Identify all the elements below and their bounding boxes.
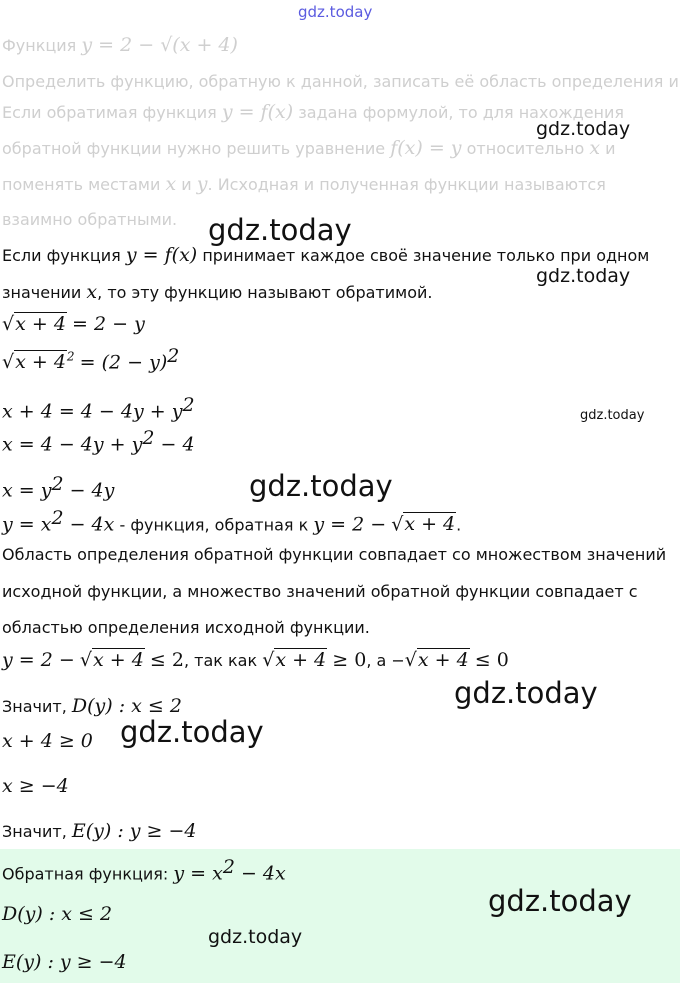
- watermark: gdz.today: [488, 884, 632, 918]
- domain-text-1: Область определения обратной функции совпадает со множеством значений: [2, 545, 667, 564]
- watermark: gdz.today: [580, 408, 645, 423]
- rule1-text-b: задана формулой, то для нахождения: [298, 103, 625, 122]
- range-result: [2, 820, 197, 843]
- step-6: $y = x^2 - 4x$ - функция, обратная к y = 2 − √x + 4.: [2, 507, 462, 536]
- watermark: gdz.today: [208, 926, 303, 948]
- domain-text-2: исходной функции, а множество значений обратной функции совпадает с: [2, 582, 638, 601]
- task-formula: y = 2 − √(x + 4): [81, 34, 238, 56]
- answer-domain: [2, 903, 112, 926]
- sqrt-radicand: x + 4: [404, 513, 456, 536]
- exponent: 2: [51, 473, 64, 495]
- ineq-le2: ≤ 2: [149, 649, 184, 671]
- ineq-a: , а −: [366, 651, 405, 670]
- exponent: 2: [182, 394, 195, 416]
- znachit-label: Значит,: [2, 822, 67, 841]
- step4-formula-a: x = 4 − 4y + y: [2, 433, 143, 456]
- domain-text-3: областью определения исходной функции.: [2, 618, 370, 637]
- rule1-formula: y = f(x): [221, 101, 294, 123]
- definition-line-2: [2, 281, 432, 304]
- define-line: Определить функцию, обратную к данной, записать её область определения и: [2, 72, 679, 91]
- step6-original-function: y = 2 −: [313, 513, 387, 536]
- rule-line-4: взаимно обратными.: [2, 210, 178, 229]
- sqrt-radicand: x + 4: [15, 313, 66, 335]
- answer-line: [2, 856, 286, 885]
- ineq-ge0: ≥ 0: [332, 649, 367, 671]
- x4-formula: x + 4 ≥ 0: [2, 730, 93, 752]
- step4-formula-b: − 4: [154, 433, 195, 456]
- answer-range-formula: E(y) : y ≥ −4: [2, 951, 127, 973]
- exponent: 2: [66, 350, 75, 364]
- x-plus-4-ineq: [2, 730, 93, 753]
- step6-formula-a: y = x: [2, 513, 52, 536]
- def-text-a: Если функция: [2, 246, 121, 265]
- step5-formula-b: − 4y: [63, 479, 115, 502]
- step1-rest: = 2 − y: [72, 313, 145, 335]
- xge-formula: x ≥ −4: [2, 775, 69, 797]
- ineq-since: , так как: [183, 651, 258, 670]
- step-3: [2, 394, 195, 423]
- definition-line-1: [2, 244, 649, 267]
- answer-formula-a: y = x: [173, 862, 223, 885]
- watermark: gdz.today: [454, 676, 598, 710]
- answer-range: [2, 951, 127, 974]
- rule2-formula: f(x) = y: [390, 137, 462, 159]
- ineq-le0: ≤ 0: [474, 649, 509, 671]
- watermark: gdz.today: [536, 118, 631, 140]
- step-1: √x + 4 = 2 − y: [2, 313, 145, 335]
- rule2-text-b: относительно: [466, 139, 585, 158]
- rule2-text-c: и: [605, 139, 616, 158]
- rule2-text-a: обратной функции нужно решить уравнение: [2, 139, 386, 158]
- sqrt-radicand: x + 4: [92, 649, 144, 671]
- def-text-b: принимает каждое своё значение только при одном: [202, 246, 650, 265]
- range-formula: E(y) : y ≥ −4: [71, 820, 197, 842]
- step3-formula: x + 4 = 4 − 4y + y: [2, 400, 183, 423]
- answer-formula-b: − 4x: [234, 862, 286, 885]
- task-line: [2, 34, 238, 57]
- znachit-label: Значит,: [2, 697, 67, 716]
- watermark: gdz.today: [208, 213, 352, 247]
- sqrt-radicand: x + 4: [417, 649, 469, 671]
- step6-text: - функция, обратная к: [119, 515, 309, 535]
- domain-formula: D(y) : x ≤ 2: [71, 695, 182, 717]
- exponent: 2: [222, 856, 235, 878]
- rule2-x: x: [589, 137, 601, 159]
- rule3-y: y: [196, 173, 208, 195]
- rule-line-1: [2, 101, 624, 124]
- step5-formula-a: x = y: [2, 479, 52, 502]
- exponent: 2: [142, 427, 155, 449]
- watermark: gdz.today: [120, 715, 264, 749]
- x-ge-ineq: [2, 775, 69, 798]
- def-text-c: значении: [2, 283, 82, 302]
- task-label: Функция: [2, 36, 77, 55]
- answer-domain-formula: D(y) : x ≤ 2: [2, 903, 113, 925]
- rule3-text-a: поменять местами: [2, 175, 161, 194]
- def-formula: y = f(x): [125, 244, 198, 266]
- rule3-and: и: [181, 175, 192, 194]
- rule1-text-a: Если обратимая функция: [2, 103, 217, 122]
- rule3-text-b: . Исходная и полученная функции называются: [207, 175, 606, 194]
- step-2: $√x + 4^2 = (2 - y)^2$: [2, 345, 180, 374]
- rule3-x: x: [165, 173, 177, 195]
- ineq-y-eq: y = 2 −: [2, 649, 75, 671]
- def-text-d: , то эту функцию называют обратимой.: [97, 283, 433, 302]
- watermark-top: gdz.today: [298, 3, 373, 21]
- watermark: gdz.today: [249, 469, 393, 503]
- step-4: [2, 427, 195, 456]
- answer-label: Обратная функция:: [2, 864, 169, 884]
- watermark: gdz.today: [536, 265, 631, 287]
- exponent: 2: [51, 507, 64, 529]
- inequality-line: y = 2 − √x + 4 ≤ 2, так как √x + 4 ≥ 0, а −√x + 4 ≤ 0: [2, 649, 509, 671]
- def-x: x: [86, 281, 98, 303]
- exponent: 2: [167, 345, 180, 367]
- step-5: [2, 473, 114, 502]
- step2-rest: = (2 − y): [79, 351, 168, 374]
- step6-period: .: [456, 515, 462, 535]
- step6-formula-b: − 4x: [63, 513, 115, 536]
- rule-line-3: [2, 173, 606, 196]
- sqrt-radicand: x + 4: [15, 351, 66, 374]
- sqrt-radicand: x + 4: [275, 649, 327, 671]
- rule-line-2: [2, 137, 616, 160]
